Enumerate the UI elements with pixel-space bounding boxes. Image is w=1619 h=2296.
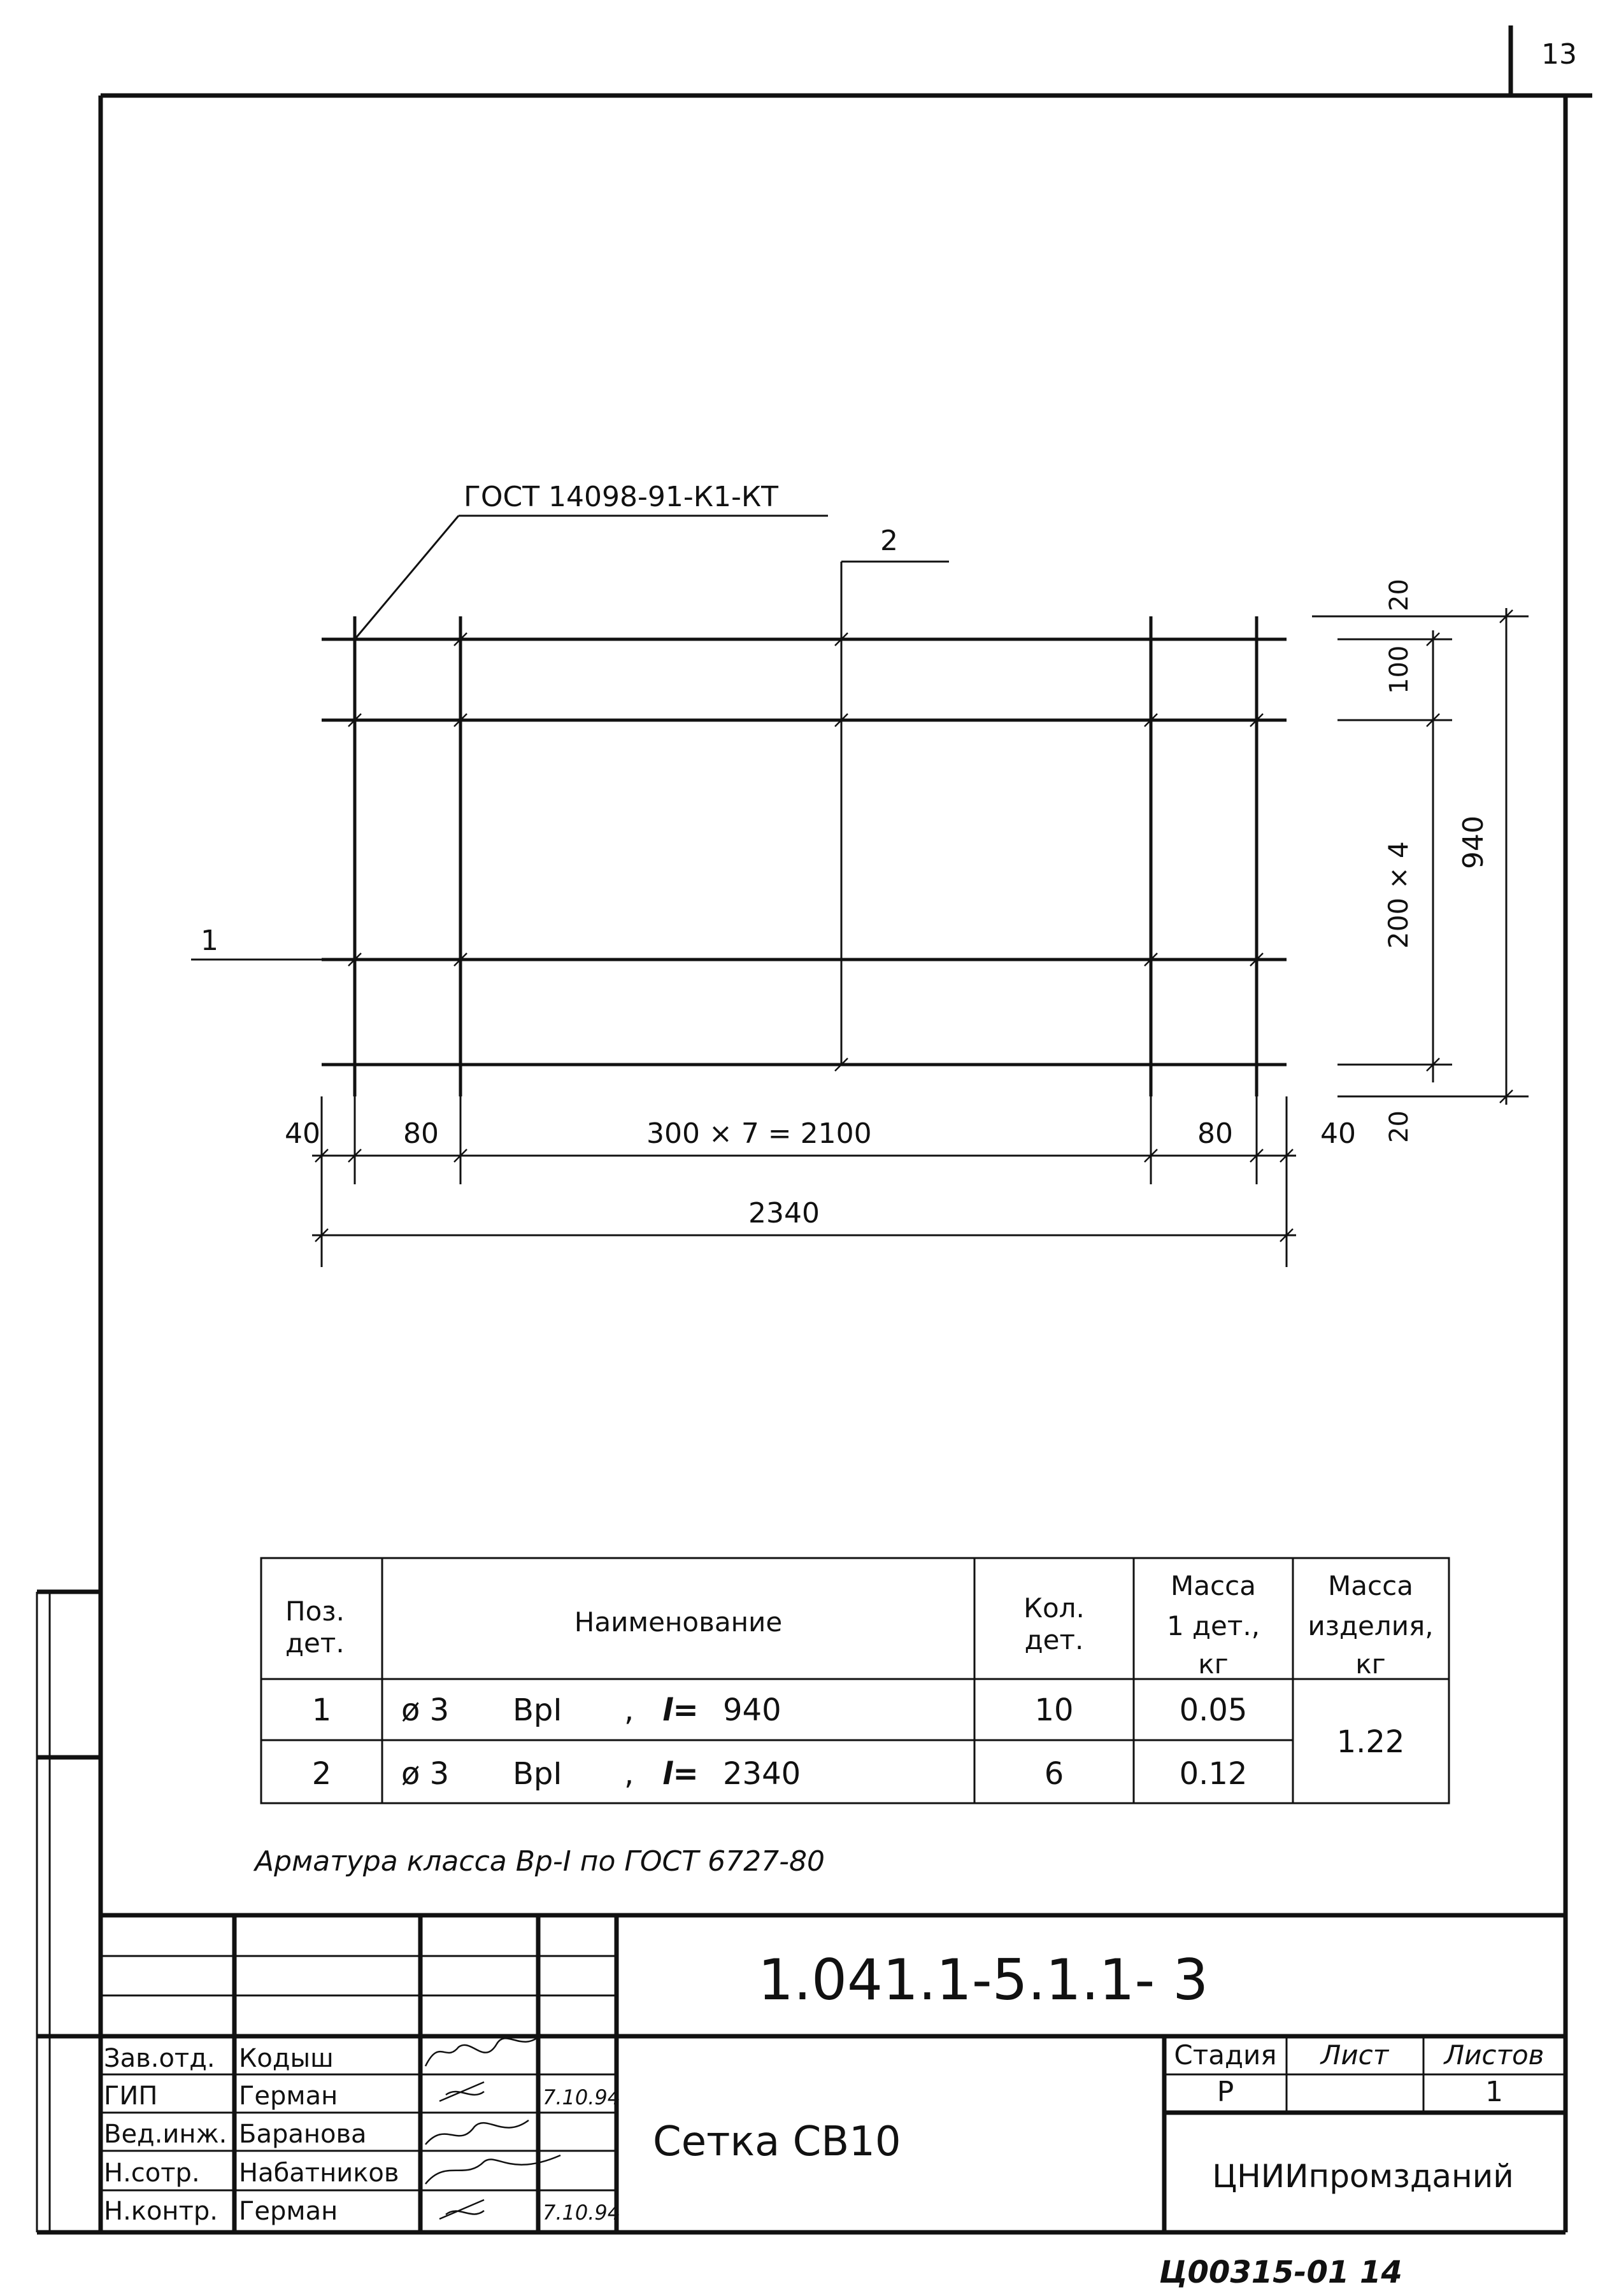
signature-row [104, 2120, 529, 2149]
pos2-label: 2 [880, 525, 898, 557]
dim-100: 100 [1385, 645, 1414, 694]
dim-200x4: 200 × 4 [1383, 841, 1414, 949]
sheets-header: Листов [1444, 2039, 1544, 2071]
role: Вед.инж. [104, 2120, 227, 2149]
page-number-block [1511, 25, 1577, 96]
dim-80-left: 80 [403, 1117, 439, 1150]
header-qty-1: Кол. [1023, 1592, 1085, 1624]
row1-sep: , [624, 1692, 634, 1728]
dim-80-right: 80 [1197, 1117, 1233, 1150]
row1-class: ВрI [513, 1692, 562, 1728]
header-pos-1: Поз. [285, 1596, 345, 1627]
sheets-value: 1 [1485, 2076, 1503, 2108]
table-row [312, 1756, 1248, 1792]
pos1-label: 1 [201, 925, 218, 957]
row2-mass: 0.12 [1179, 1756, 1248, 1792]
signature-row [104, 2197, 620, 2226]
header-mass-total-3: кг [1355, 1648, 1386, 1680]
role: Зав.отд. [104, 2044, 215, 2073]
bottom-dimensions [285, 1096, 1356, 1267]
header-mass-one-2: 1 дет., [1166, 1610, 1260, 1641]
dim-940: 940 [1457, 816, 1490, 869]
header-mass-total-2: изделия, [1308, 1610, 1434, 1641]
page-number: 13 [1541, 38, 1577, 71]
signature-row [104, 2034, 541, 2073]
dim-20-top: 20 [1385, 579, 1414, 611]
dim-40-right: 40 [1320, 1117, 1356, 1150]
role: Н.сотр. [104, 2158, 200, 2188]
row1-mass: 0.05 [1179, 1692, 1248, 1728]
sign-date: 7.10.94 [543, 2085, 621, 2109]
spec-table [261, 1558, 1449, 1803]
header-mass-one-1: Масса [1171, 1570, 1256, 1601]
dim-overall-width: 2340 [748, 1197, 820, 1229]
row1-length-symbol: l= [662, 1692, 699, 1728]
row1-length: 940 [723, 1692, 781, 1728]
total-mass: 1.22 [1336, 1724, 1405, 1760]
row1-diam: ø 3 [401, 1692, 450, 1728]
row1-qty: 10 [1034, 1692, 1074, 1728]
sheet-frame [37, 96, 1592, 2232]
role: Н.контр. [104, 2197, 218, 2226]
row2-length: 2340 [723, 1756, 801, 1792]
archive-number: Ц00315-01 14 [1159, 2255, 1402, 2290]
person-name: Кодыш [239, 2044, 334, 2073]
signature-row [104, 2081, 620, 2111]
gost-label: ГОСТ 14098-91-К1-КТ [464, 481, 778, 513]
header-name: Наименование [574, 1606, 783, 1638]
row2-sep: , [624, 1756, 634, 1792]
person-name: Герман [239, 2197, 338, 2226]
person-name: Баранова [239, 2120, 367, 2149]
row2-length-symbol: l= [662, 1756, 699, 1792]
header-mass-total-1: Масса [1328, 1570, 1413, 1601]
dim-mid: 300 × 7 = 2100 [646, 1117, 872, 1150]
header-qty-2: дет. [1024, 1624, 1084, 1655]
row2-pos: 2 [311, 1756, 332, 1792]
right-dimensions [1312, 579, 1529, 1143]
dim-20-bottom: 20 [1385, 1110, 1414, 1143]
header-pos-2: дет. [285, 1627, 345, 1659]
person-name: Герман [239, 2081, 338, 2111]
header-mass-one-3: кг [1198, 1648, 1229, 1680]
row2-qty: 6 [1044, 1756, 1064, 1792]
signature-row [104, 2155, 560, 2188]
row1-pos: 1 [311, 1692, 332, 1728]
sign-date: 7.10.94 [543, 2200, 621, 2225]
organization: ЦНИИпромзданий [1212, 2158, 1514, 2195]
dim-40-left: 40 [285, 1117, 320, 1150]
title-block [101, 1915, 1566, 2232]
table-row [312, 1692, 1248, 1728]
row2-class: ВрI [513, 1756, 562, 1792]
role: ГИП [104, 2081, 158, 2111]
drawing-title: Сетка СВ10 [653, 2118, 901, 2165]
mesh-drawing [191, 481, 1287, 1096]
reinforcement-note: Арматура класса Вр-I по ГОСТ 6727-80 [255, 1845, 825, 1878]
stage-value: Р [1216, 2076, 1234, 2108]
sheet-header: Лист [1320, 2039, 1389, 2071]
stage-header: Стадия [1174, 2039, 1277, 2071]
drawing-code: 1.041.1-5.1.1- 3 [758, 1947, 1209, 2013]
row2-diam: ø 3 [401, 1756, 450, 1792]
person-name: Набатников [239, 2158, 399, 2188]
